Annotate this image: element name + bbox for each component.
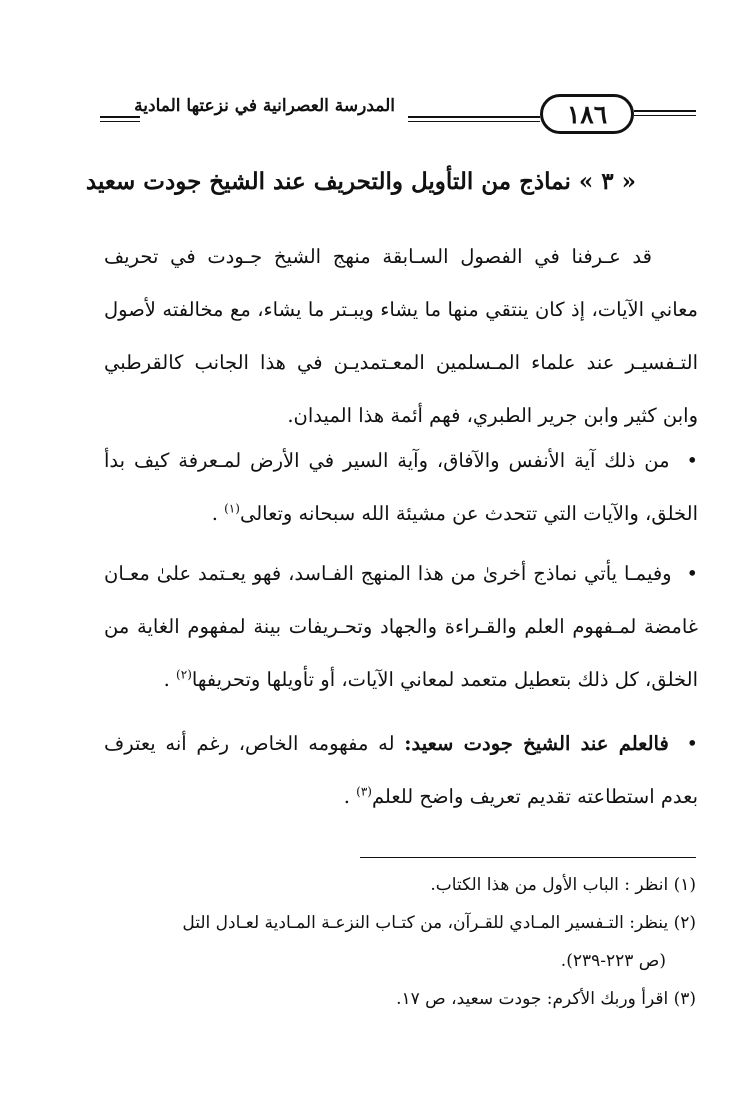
footnote-reference: (١) [224,501,240,516]
footnote-1: (١) انظر : الباب الأول من هذا الكتاب. [430,875,696,895]
paragraph-period: . [211,502,218,525]
paragraph-text: من ذلك آية الأنفس والآفاق، وآية السير في الأرض لمـعرفة كيف بدأ الخلق، والآيات التي تتحدث عن مشيئة الله سبحانه وتعالى [104,449,698,525]
paragraph-bullet-knowledge [104,717,698,823]
footnotes [100,866,696,1018]
paragraph-period: . [163,668,170,691]
paragraph-period: . [343,785,350,808]
bullet-marker: • [686,449,698,472]
footnote-reference: (٢) [176,667,192,682]
footnote-separator [360,857,696,858]
footnote-3: (٣) اقرأ وربك الأكرم: جودت سعيد، ص ١٧. [396,989,696,1009]
page-number: ١٨٦ [540,94,634,134]
paragraph-intro [104,230,698,442]
running-title: المدرسة العصرانية في نزعتها المادية [134,96,395,116]
header-rule [408,121,540,122]
footnote-reference: (٣) [356,784,372,799]
bullet-marker: • [686,562,699,585]
paragraph-text: له مفهومه الخاص، رغم أنه يعترف بعدم استطاعته تقديم تعريف واضح للعلم [104,732,698,808]
header-rule [634,115,696,116]
bullet-marker: • [686,732,699,755]
footnote-2-continuation: (ص ٢٢٣-٢٣٩). [560,951,666,971]
paragraph-lead: فالعلم عند الشيخ جودت سعيد: [404,732,669,755]
paragraph-bullet-signs [104,434,698,540]
paragraph-text: قد عـرفنا في الفصول السـابقة منهج الشيخ جـودت في تحريف معاني الآيات، إذ كان ينتقي منها ما يشاء ويبـتر ما يشاء، مع مخالفته لأصول التـفسيـر عند علماء المـسلمين المعـتمديـن في هذا الجانب كالقرطبي وابن كثير وابن جرير الطبري، فهم أئمة هذا الميدان. [104,245,698,427]
paragraph-text: وفيمـا يأتي نماذج أخرىٰ من هذا المنهج الفـاسد، فهو يعـتمد علىٰ معـان غامضة لمـفهوم العلم والقـراءة والجهاد وتحـريفات بينة لمفهوم الغاية من الخلق، كل ذلك بتعطيل متعمد لمعاني الآيات، أو تأويلها وتحريفها [104,562,698,691]
header-rule [634,110,696,112]
paragraph-bullet-models [104,547,698,706]
running-header [0,88,754,148]
header-rule [100,121,140,122]
header-rule [100,116,140,118]
section-heading: « ٣ » نماذج من التأويل والتحريف عند الشيخ جودت سعيد [85,168,636,195]
header-rule [408,116,540,118]
footnote-2: (٢) ينظر: التـفسير المـادي للقـرآن، من كتـاب النزعـة المـادية لعـادل التل [182,913,696,933]
